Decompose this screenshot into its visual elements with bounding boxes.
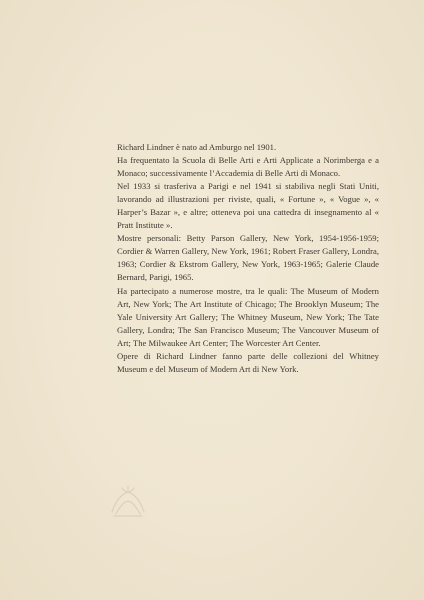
paragraph-birth: Richard Lindner è nato ad Amburgo nel 1901. [117, 142, 277, 152]
biography-text [117, 141, 379, 376]
paragraph-group-exhibitions: Ha partecipato a numerose mostre, tra le quali: The Museum of Modern Art, New York; The Art Institute of Chicago; The Brooklyn Museum; The Yale University Art Gallery; The Whitney Museum, New York; The Tate Gallery, Londra; The San Francisco Museum; The Vancouver Museum of Art; The Milwaukee Art Center; The Worcester Art Center. [117, 285, 379, 348]
paragraph-education: Ha frequentato la Scuola di Belle Arti e Arti Applicate a Norimberga e a Monaco; successivamente l’Accademia di Belle Arti di Monaco. [117, 155, 379, 179]
paragraph-solo-exhibitions: Mostre personali: Betty Parson Gallery, New York, 1954-1956-1959; Cordier & Warren Gallery, New York, 1961; Robert Fraser Gallery, Londra, 1963; Cordier & Ekstrom Gallery, New York, 1963-1965; Galerie Claude Bernard, Parigi, 1965. [117, 233, 379, 283]
paragraph-career: Nel 1933 si trasferiva a Parigi e nel 1941 si stabiliva negli Stati Uniti, lavorando ad illustrazioni per riviste, quali, « Fortune », « Vogue », « Harper’s Bazar », e altre; otteneva poi una cattedra di insegnamento al « Pratt Institute ». [117, 181, 379, 231]
embossed-seal-icon [106, 482, 150, 522]
paragraph-collections: Opere di Richard Lindner fanno parte delle collezioni del Whitney Museum e del Museum of Modern Art di New York. [117, 350, 379, 374]
